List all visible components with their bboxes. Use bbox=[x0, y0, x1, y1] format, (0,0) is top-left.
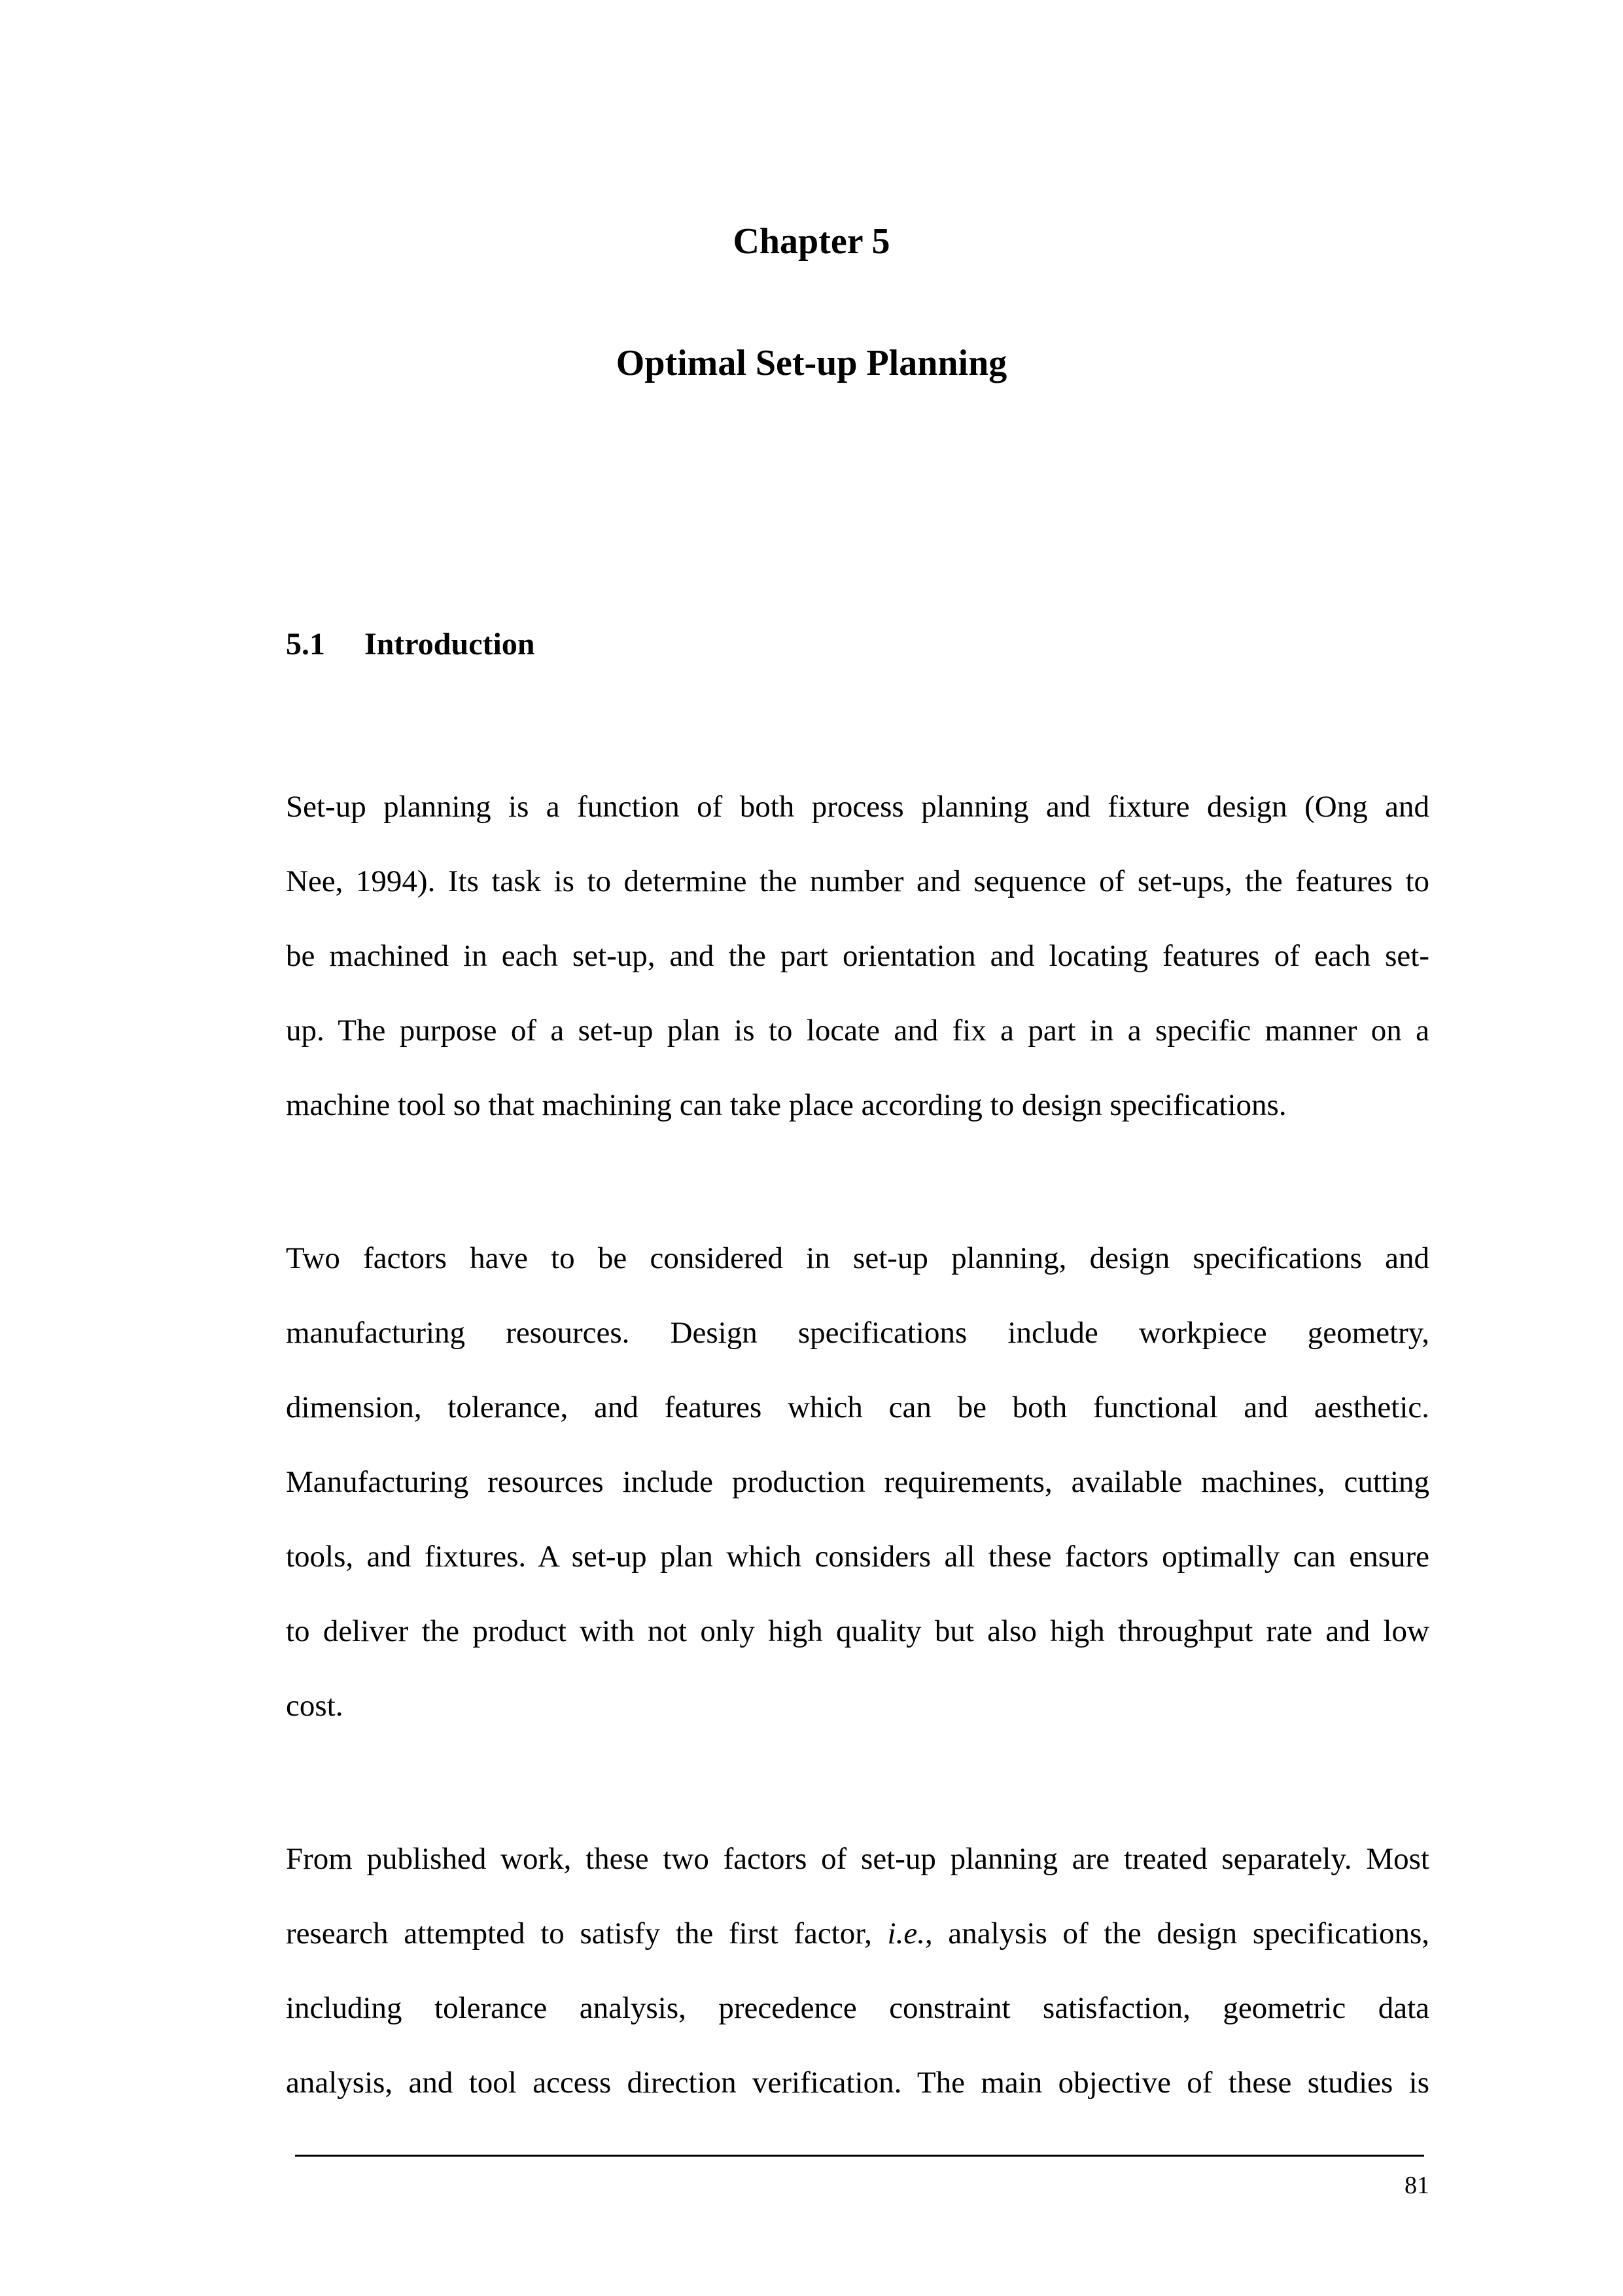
section-title: Introduction bbox=[364, 627, 535, 662]
paragraph-line: be machined in each set-up, and the part orientation and locating features of each set- bbox=[286, 939, 1429, 973]
paragraph-line: analysis, and tool access direction verification. The main objective of these studies is bbox=[286, 2066, 1429, 2100]
paragraph-line: up. The purpose of a set-up plan is to locate and fix a part in a specific manner on a bbox=[286, 1014, 1429, 1048]
paragraph-line: machine tool so that machining can take place according to design specifications. bbox=[286, 1088, 1287, 1122]
paragraph-line: tools, and fixtures. A set-up plan which considers all these factors optimally can ensure bbox=[286, 1540, 1429, 1574]
paragraph-line-mixed bbox=[286, 1896, 1429, 1971]
paragraph-line: Manufacturing resources include production requirements, available machines, cutting bbox=[286, 1465, 1429, 1499]
chapter-label: Chapter 5 bbox=[733, 221, 890, 262]
paragraph-line: manufacturing resources. Design specifications include workpiece geometry, bbox=[286, 1316, 1429, 1350]
section-number: 5.1 bbox=[286, 627, 325, 662]
paragraph-line: Nee, 1994). Its task is to determine the number and sequence of set-ups, the features to bbox=[286, 864, 1429, 898]
footer-rule bbox=[295, 2155, 1424, 2157]
text-run: research attempted to satisfy the first factor, bbox=[286, 1916, 888, 1951]
page-number: 81 bbox=[1405, 2172, 1429, 2199]
section-heading bbox=[286, 626, 535, 663]
paragraph-line: Two factors have to be considered in set-up planning, design specifications and bbox=[286, 1241, 1429, 1275]
text-run: , analysis of the design specifications, bbox=[924, 1916, 1430, 1951]
paragraph-2 bbox=[286, 1221, 1429, 1743]
paragraph-line: to deliver the product with not only high quality but also high throughput rate and low bbox=[286, 1614, 1429, 1648]
paragraph-line: dimension, tolerance, and features which can be both functional and aesthetic. bbox=[286, 1390, 1429, 1424]
paragraph-line: including tolerance analysis, precedence constraint satisfaction, geometric data bbox=[286, 1991, 1429, 2025]
paragraph-3 bbox=[286, 1822, 1429, 2120]
paragraph-line: Set-up planning is a function of both process planning and fixture design (Ong and bbox=[286, 790, 1429, 824]
italic-abbreviation: i.e. bbox=[887, 1916, 925, 1951]
paragraph-line: From published work, these two factors of set-up planning are treated separately. Most bbox=[286, 1842, 1429, 1876]
paragraph-line: cost. bbox=[286, 1689, 343, 1723]
paragraph-1 bbox=[286, 769, 1429, 1142]
chapter-title: Optimal Set-up Planning bbox=[616, 343, 1007, 383]
